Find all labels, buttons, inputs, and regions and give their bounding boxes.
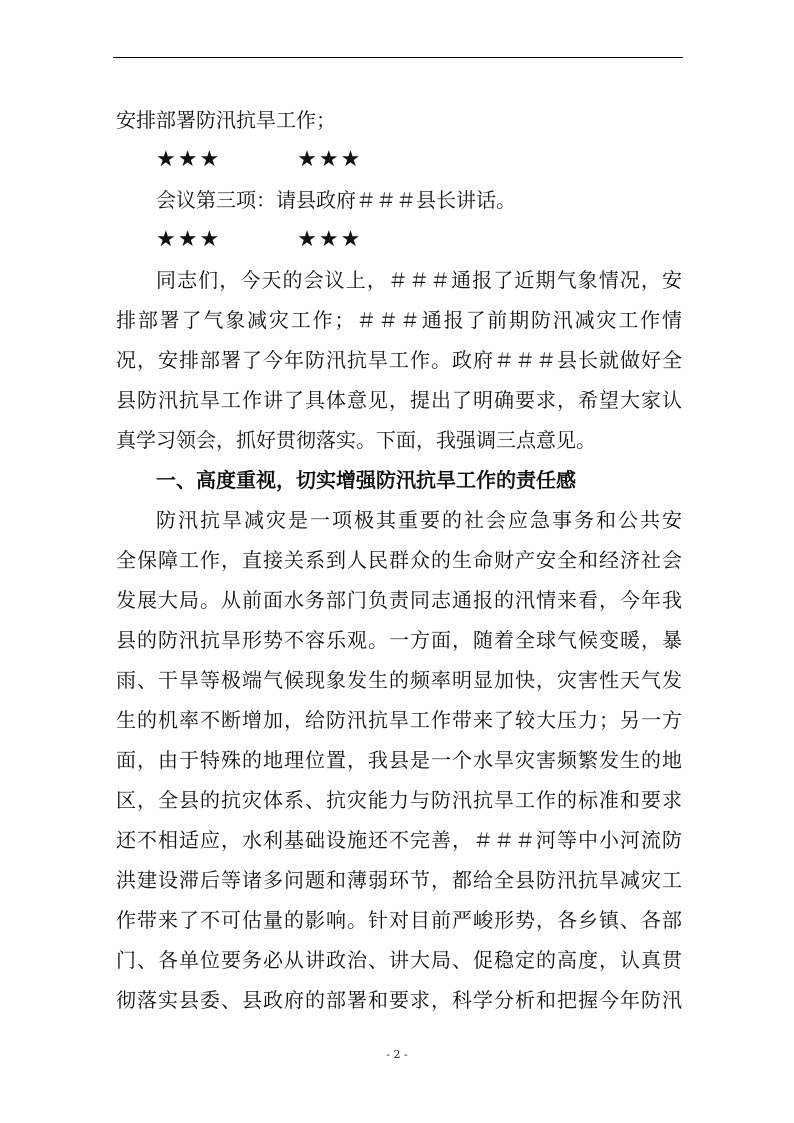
text-line-12: 县的防汛抗旱形势不容乐观。一方面，随着全球气候变暖，暴 — [116, 628, 682, 652]
text-line-13: 雨、干旱等极端气候现象发生的频率明显加快，灾害性天气发 — [116, 668, 682, 692]
stars-right: ★★★ — [297, 147, 363, 172]
text-line-1: 安排部署防汛抗旱工作； — [116, 108, 336, 132]
text-line-16: 区，全县的抗灾体系、抗灾能力与防汛抗旱工作的标准和要求 — [116, 788, 682, 812]
text-line-9: 防汛抗旱减灾是一项极其重要的社会应急事务和公共安 — [156, 508, 682, 532]
page-number: - 2 - — [386, 1048, 408, 1061]
star-separator-2 — [116, 226, 682, 254]
text-line-15: 面，由于特殊的地理位置，我县是一个水旱灾害频繁发生的地 — [116, 748, 682, 772]
text-line-17: 还不相适应，水利基础设施还不完善，＃＃＃河等中小河流防 — [116, 828, 682, 852]
stars-left: ★★★ — [156, 227, 222, 252]
text-line-3: 同志们，今天的会议上，＃＃＃通报了近期气象情况，安 — [156, 268, 682, 292]
text-line-19: 作带来了不可估量的影响。针对目前严峻形势，各乡镇、各部 — [116, 908, 682, 932]
star-separator-1 — [116, 146, 682, 174]
stars-right: ★★★ — [297, 227, 363, 252]
stars-left: ★★★ — [156, 147, 222, 172]
text-line-14: 生的机率不断增加，给防汛抗旱工作带来了较大压力；另一方 — [116, 708, 682, 732]
text-line-5: 况，安排部署了今年防汛抗旱工作。政府＃＃＃县长就做好全 — [116, 348, 682, 372]
section-heading: 一、高度重视，切实增强防汛抗旱工作的责任感 — [156, 468, 576, 492]
text-line-10: 全保障工作，直接关系到人民群众的生命财产安全和经济社会 — [116, 548, 682, 572]
text-line-20: 门、各单位要务必从讲政治、讲大局、促稳定的高度，认真贯 — [116, 948, 682, 972]
text-line-7: 真学习领会，抓好贯彻落实。下面，我强调三点意见。 — [116, 428, 596, 452]
text-line-21: 彻落实县委、县政府的部署和要求，科学分析和把握今年防汛 — [116, 988, 682, 1012]
text-line-6: 县防汛抗旱工作讲了具体意见，提出了明确要求，希望大家认 — [116, 388, 682, 412]
text-line-18: 洪建设滞后等诸多问题和薄弱环节，都给全县防汛抗旱减灾工 — [116, 868, 682, 892]
header-rule — [113, 57, 683, 58]
text-line-2: 会议第三项：请县政府＃＃＃县长讲话。 — [156, 188, 516, 212]
text-line-11: 发展大局。从前面水务部门负责同志通报的汛情来看，今年我 — [116, 588, 682, 612]
text-line-4: 排部署了气象减灾工作；＃＃＃通报了前期防汛减灾工作情 — [116, 308, 682, 332]
